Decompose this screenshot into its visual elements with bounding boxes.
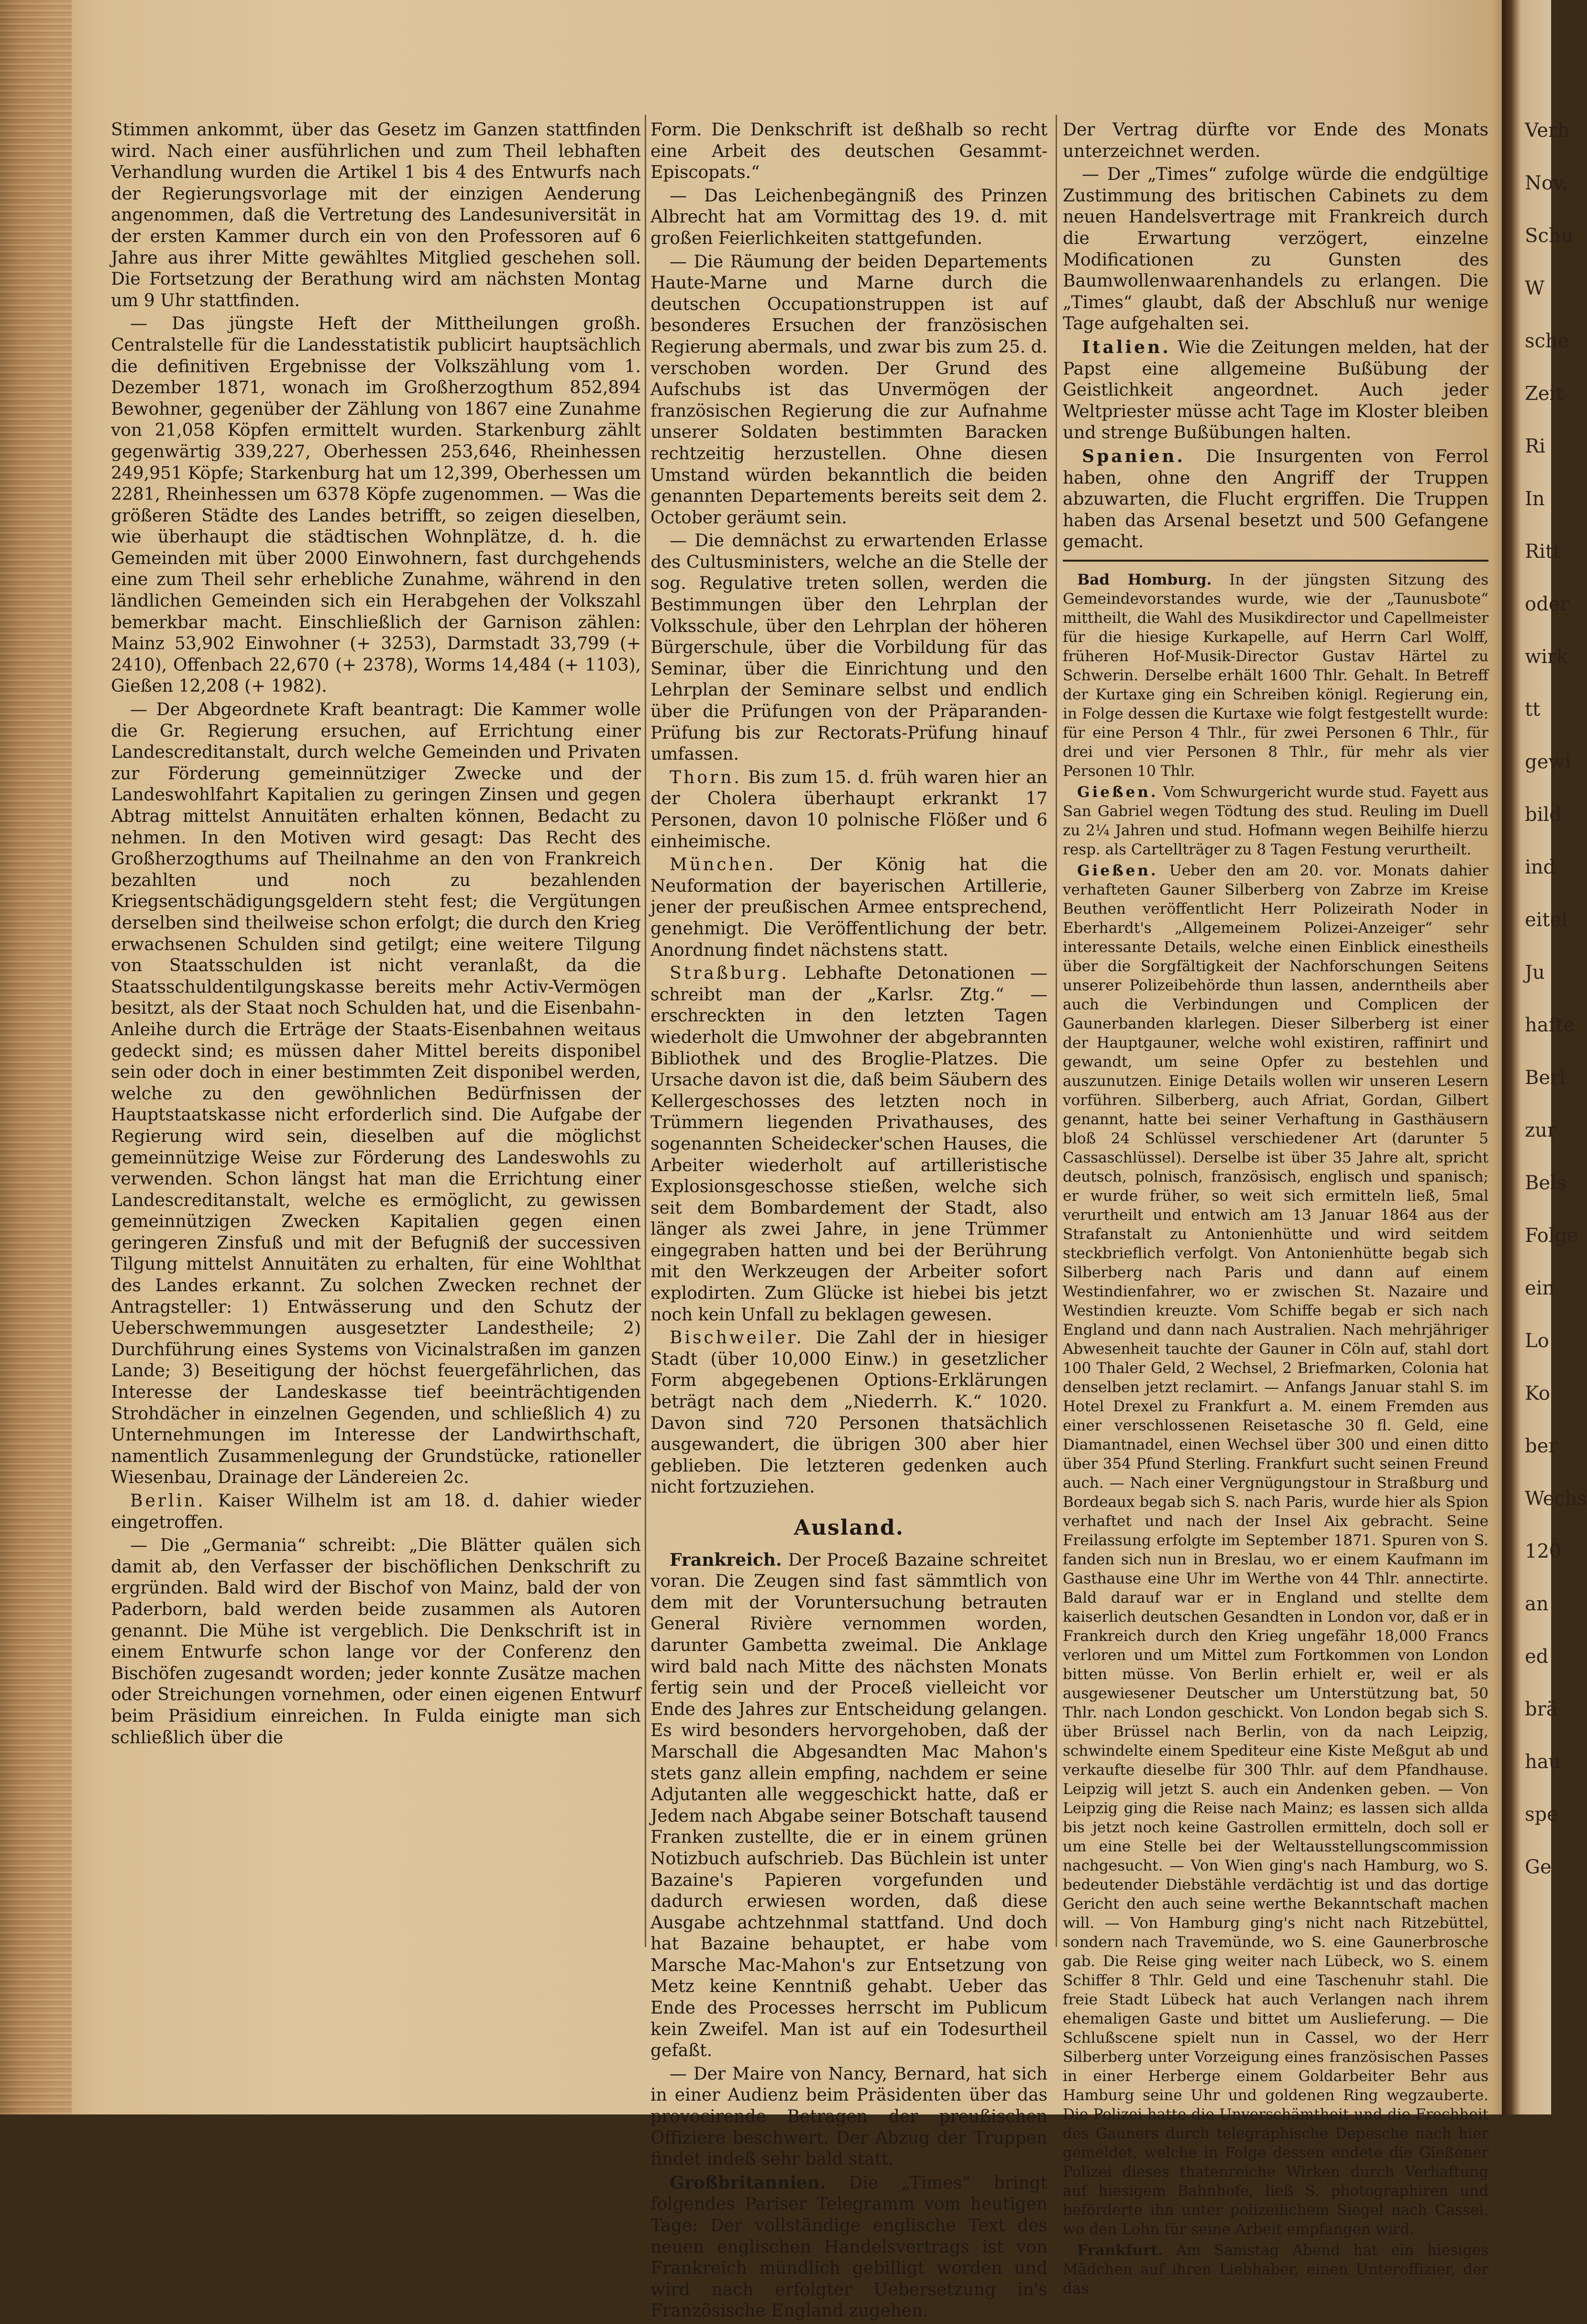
column-3 [1063,120,1488,2300]
facing-page-fragment: bild [1525,804,1562,826]
section-heading: Ausland. [794,1516,904,1540]
facing-page-fragment: hafte [1525,1014,1575,1036]
country-heading: Spanien. [1082,446,1185,466]
facing-page-fragment: Ritt [1525,541,1561,563]
paragraph-text: Der Proceß Bazaine schreitet voran. Die Zeugen sind fast sämmtlich von dem mit der Voruntersuchung betrauten General Rivière vernommen worden, darunter Gambetta zweimal. Die Anklage wird bald nach Mitte des nächsten Monats fertig sein und der Proceß vielleicht vor Ende des Jahres zur Entscheidung gelangen. Es wird besonders hervorgehoben, daß der Marschall die Abgesandten Mac Mahon's stets ganz allein empfing, nachdem er seine Adjutanten alle weggeschickt hatte, daß er Jedem nach Abgabe seiner Botschaft tausend Franken zustellte, die er in einem grünen Notizbuch aufschrieb. Das Büchlein ist unter Bazaine's Papieren vorgefunden und dadurch erwiesen worden, daß diese Ausgabe achtzehnmal stattfand. Und doch hat Bazaine behauptet, er habe vom Marsche Mac-Mahon's zur Entsetzung von Metz keine Kenntniß gehabt. Ueber das Ende des Processes herrscht im Publicum kein Zweifel. Man ist auf ein Todesurtheil gefaßt. [650,1550,1047,2061]
facing-page-fragment: Ri [1525,435,1545,457]
dateline: Bischweiler. [670,1328,804,1348]
dateline: Gießen. [1077,862,1158,879]
paragraph [650,1549,1047,2062]
facing-page-fragment: Verh [1525,120,1570,142]
dateline: Straßburg. [670,963,789,984]
facing-page-fragment: hau [1525,1751,1561,1773]
paragraph [1063,337,1488,444]
column-divider [645,115,646,1947]
paragraph: — Das jüngste Heft der Mittheilungen großh. Centralstelle für die Landesstatistik publicirt hauptsächlich die definitiven Ergebnisse der Volkszählung vom 1. Dezember 1871, wonach im Großherzogthum 852,894 Bewohner, gegenüber der Zählung von 1867 eine Zunahme von 21,058 Köpfen ermittelt wurden. Starkenburg zählt gegenwärtig 339,227, Oberhessen 253,646, Rheinhessen 249,951 Köpfe; Starkenburg hat um 12,399, Oberhessen um 2281, Rheinhessen um 6378 Köpfe zugenommen. — Was die größeren Städte des Landes betrifft, so zeigen dieselben, wie überhaupt die städtischen Wohnplätze, d. h. die Gemeinden mit über 2000 Einwohnern, fast durchgehends eine zum Theil sehr erhebliche Zunahme, während in den ländlichen Gemeinden sich ein Herabgehen der Volkszahl bemerkbar macht. Einschließlich der Garnison zählen: Mainz 53,902 Einwohner (+ 3253), Darmstadt 33,799 (+ 2410), Offenbach 22,670 (+ 2378), Worms 14,484 (+ 1103), Gießen 12,208 (+ 1982). [111,314,641,697]
dateline: Gießen. [1077,783,1158,801]
paragraph-text: Bis zum 15. d. früh waren hier an der Cholera überhaupt erkrankt 17 Personen, davon 10 polnische Flößer und 6 einheimische. [650,767,1047,852]
paragraph: — Die demnächst zu erwartenden Erlasse des Cultusministers, welche an die Stelle der sog. Regulative treten sollen, werden die Bestimmungen über den Lehrplan der Volksschule, über den Lehrplan der höheren Bürgerschule, über die Vorbildung für das Seminar, über die Einrichtung und den Lehrplan der Seminare selbst und endlich über die Prüfungen von der Präparanden-Prüfung bis zur Rectorats-Prüfung hinauf umfassen. [650,531,1047,764]
facing-page-fragment: gewi [1525,751,1571,773]
paragraph [1063,861,1488,2239]
country-heading: Frankreich. [670,1549,782,1570]
facing-page-fragment: Bels [1525,1172,1566,1194]
paragraph [1063,446,1488,553]
paragraph-text: Die Zahl der in hiesiger Stadt (über 10,000 Einw.) in gesetzlicher Form abgegebenen Options-Erklärungen beträgt nach dem „Niederrh. K.“ 1020. Davon sind 720 Personen thatsächlich ausgewandert, die übrigen 300 aber hier geblieben. Die letzteren gedenken auch nicht fortzuziehen. [650,1328,1047,1497]
paragraph [650,1328,1047,1498]
paragraph [650,963,1047,1326]
paragraph-text: Die „Times“ bringt folgendes Pariser Telegramm vom heutigen Tage: Der vollständige englische Text des neuen englischen Handelsvertrags ist von Frankreich mündlich gebilligt worden und wird nach erfolgter Uebersetzung in's Französische England zugehen. [650,2173,1048,2321]
paragraph: — Das Leichenbegängniß des Prinzen Albrecht hat am Vormittag des 19. d. mit großen Feierlichkeiten stattgefunden. [650,186,1047,248]
country-heading: Italien. [1082,337,1171,357]
facing-page-fragment: Ju [1525,962,1545,984]
paragraph-text: Ueber den am 20. vor. Monats dahier verhafteten Gauner Silberberg von Zabrze im Kreise Beuthen veröffentlicht Herr Polizeirath Noder in Eberhardt's „Allgemeinem Polizei-Anzeiger“ sehr interessante Details, welche einen Einblick einestheils über die Sorgfältigkeit der Nachforschungen Seitens unserer Polizeibehörde thun lassen, anderntheils aber auch die Verbindungen und Complicen der Gaunerbanden klarlegen. Dieser Silberberg ist einer der Hauptgauner, welche wohl existiren, raffinirt und gewandt, um seine Opfer zu bestehlen und auszunutzen. Einige Details wollen wir unseren Lesern vorführen. Silberberg, auch Afriat, Gordan, Gilbert genannt, hatte bei seiner Verhaftung in Gasthäusern bloß 24 Schlüssel verschiedener Art (darunter 5 Cassaschlüssel). Derselbe ist über 35 Jahre alt, spricht deutsch, polnisch, französisch, englisch und spanisch; er wurde früher, so weit sich ermitteln ließ, 5mal verurtheilt und entwich am 13 Januar 1864 aus der Strafanstalt zu Antonienhütte und wird seitdem steckbrieflich verfolgt. Von Antonienhütte begab sich Silberberg nach Paris und dann auf einem Westindienfahrer, wo er zwischen St. Nazaire und Westindien kreuzte. Vom Schiffe begab er sich nach England und dann nach Australien. Nach mehrjähriger Abwesenheit tauchte der Gauner in Cöln auf, stahl dort 100 Thaler Geld, 2 Wechsel, 2 Briefmarken, Colonia hat denselben jetzt reclamirt. — Anfangs Januar stahl S. im Hotel Drexel zu Frankfurt a. M. einem Fremden aus einer verschlossenen Reisetasche 30 fl. Geld, eine Diamantnadel, einen Wechsel über 300 und einen ditto über 354 Pfund Sterling. Frankfurt sucht seinen Freund auch. — Nach einer Vergnügungstour in Straßburg und Bordeaux begab sich S. nach Paris, wurde hier als Spion verhaftet und nach der Insel Aix gebracht. Seine Freilassung erfolgte im September 1871. Spuren von S. fanden sich nun in Breslau, wo er einem Kaufmann im Gasthause eine Uhr im Werthe von 44 Thlr. annectirte. Bald darauf war er in England und stellte dem kaiserlich deutschen Gesandten in London vor, daß er in Frankreich durch den Krieg ungefähr 18,000 Francs verloren und um Mittel zum Fortkommen von London bitten müsse. Von Berlin erhielt er, weil er als ausgewiesener Deutscher um Unterstützung bat, 50 Thlr. nach London geschickt. Von London begab sich S. über Brüssel nach Berlin, von da nach Leipzig, schwindelte einem Spediteur eine Kiste Meßgut ab und verkaufte dieselbe für 300 Thlr. auf dem Pfandhause. Leipzig will jetzt S. auch ein Andenken geben. — Von Leipzig ging die Reise nach Mainz; es lassen sich allda bis jetzt noch keine Gastrollen ermitteln, doch soll er um eine Stelle bei der Weltausstellungscommission nachgesucht. — Von Wien ging's nach Hamburg, wo S. bedeutender Diebstähle verdächtig ist und das dortige Gericht den auch seine werthe Bekanntschaft machen will. — Von Hamburg ging's nicht nach Ritzebüttel, sondern nach Travemünde, wo S. eine Gaunerbrosche gab. Die Reise ging weiter nach Lübeck, wo S. einem Schiffer 8 Thlr. Geld und eine Taschenuhr stahl. Die freie Stadt Lübeck hat auch Verlangen nach ihrem ehemaligen Gaste und bittet um Auslieferung. — Die Schlußscene spielt nun in Cassel, wo der Herr Silberberg unter Vorzeigung eines französischen Passes in einer Herberge einem Goldarbeiter Behr aus Hamburg seine Uhr und goldenen Ring wegzauberte. Die Polizei hatte die Unverschämtheit und die Frechheit des Gauners durch telegraphische Depesche nach hier gemeldet, welche in Folge dessen endete die Gießener Polizei dieses thatenreiche Wirken durch Verhaftung auf hiesigem Bahnhofe, ließ S. photographiren und beförderte ihn unter polizeilichem Siegel nach Cassel, wo den Lohn für seine Arbeit empfangen wird. [1063,862,1488,2238]
facing-page-fragment: ed [1525,1646,1549,1668]
paragraph [650,2172,1047,2322]
facing-page-fragment: brä [1525,1698,1558,1720]
paragraph: Form. Die Denkschrift ist deßhalb so recht eine Arbeit des deutschen Gesammt-Episcopats.“ [650,120,1047,183]
paragraph-text: Wie die Zeitungen melden, hat der Papst eine allgemeine Bußübung der Geistlichkeit angeordnet. Auch jeder Weltpriester müsse acht Tage im Kloster bleiben und strenge Bußübungen halten. [1063,337,1488,443]
facing-page-fragment: oder [1525,593,1569,615]
facing-page-fragment: 120 [1525,1540,1562,1562]
column-2 [650,120,1047,2324]
dateline: Frankfurt. [1077,2241,1163,2259]
paragraph [1063,783,1488,859]
paragraph [650,854,1047,961]
facing-page-fragment: spe [1525,1804,1558,1826]
paragraph-text: Der König hat die Neuformation der bayerischen Artillerie, jener der preußischen Armee entsprechend, genehmigt. Die Veröffentlichung der betr. Anordnung findet nächstens statt. [650,855,1047,960]
facing-page-fragment: Folge [1525,1225,1578,1247]
country-heading: Großbritannien. [670,2172,826,2193]
facing-page-fragment: sche [1525,330,1569,352]
paragraph: — Die „Germania“ schreibt: „Die Blätter quälen sich damit ab, den Verfasser der bischöflichen Denkschrift zu ergründen. Bald wird der Bischof von Mainz, bald der von Paderborn, bald werden beide zusammen als Autoren genannt. Die Mühe ist vergeblich. Die Denkschrift ist in einem Entwurfe schon lange vor der Conferenz den Bischöfen zugesandt worden; jeder konnte Zusätze machen oder Streichungen vornehmen, oder einen eigenen Entwurf beim Präsidium einreichen. In Fulda einigte man sich schließlich über die [111,1536,641,1748]
section-rule [1063,560,1488,562]
paragraph: Der Vertrag dürfte vor Ende des Monats unterzeichnet werden. [1063,120,1488,161]
paragraph [1063,570,1488,781]
facing-page-fragment: Zeit [1525,383,1564,405]
facing-page-fragment: tt [1525,698,1541,720]
column-1 [111,120,641,1750]
paragraph-text: Vom Schwurgericht wurde stud. Fayett aus San Gabriel wegen Tödtung des stud. Reuling im Duell zu 2¼ Jahren und stud. Hofmann wegen Beihilfe hierzu resp. als Cartellträger zu 8 Tagen Festung verurtheilt. [1063,783,1488,858]
facing-page-fragment: wirk [1525,646,1568,668]
dateline: Bad Homburg. [1077,571,1212,588]
paragraph [111,1491,641,1533]
paragraph [650,767,1047,852]
paragraph-text: In der jüngsten Sitzung des Gemeindevorstandes wurde, wie der „Taunusbote“ mittheilt, die Wahl des Musikdirector und Capellmeister für die hiesige Kurkapelle, auf Herrn Carl Wolff, früheren Hof-Musik-Director Gustav Härtel zu Schwerin. Derselbe erhält 1600 Thlr. Gehalt. In Betreff der Kurtaxe ging ein Schreiben königl. Regierung ein, in Folge dessen die Kurtaxe wie folgt festgestellt wurde: für eine Person 4 Thlr., für zwei Personen 6 Thlr., für drei und vier Personen 8 Thlr., für mehr als vier Personen 10 Thlr. [1063,571,1488,780]
dateline: Berlin. [130,1491,206,1511]
paragraph-text: Kaiser Wilhelm ist am 18. d. dahier wieder eingetroffen. [111,1491,641,1532]
facing-page-fragment: Ge [1525,1856,1552,1878]
paragraph: — Die Räumung der beiden Departements Haute-Marne und Marne durch die deutschen Occupationstruppen ist auf besonderes Ersuchen der französischen Regierung abermals, und zwar bis zum 25. d. verschoben worden. Der Grund des Aufschubs ist das Unvermögen der französischen Regierung die zur Aufnahme unserer Soldaten bestimmten Baracken rechtzeitig herzustellen. Ohne diesen Umstand würden bekanntlich die beiden genannten Departements bereits seit dem 2. October geräumt sein. [650,252,1047,528]
column-divider [1056,115,1057,1947]
facing-page-fragment: eitel [1525,909,1568,931]
paragraph: — Der Abgeordnete Kraft beantragt: Die Kammer wolle die Gr. Regierung ersuchen, auf Errichtung einer Landescreditanstalt, durch welche Gemeinden und Privaten zur Förderung gemeinnütziger Zwecke und der Landeswohlfahrt Kapitalien zu geringen Zinsen und gegen Abtrag mittelst Annuitäten erhalten können, Bedacht zu nehmen. In den Motiven wird gesagt: Das Recht des Großherzogthums auf Theilnahme an den von Frankreich bezahlten und noch zu bezahlenden Kriegsentschädigungsgeldern steht fest; die Vergütungen derselben sind theilweise schon erfolgt; die durch den Krieg erwachsenen Schulden sind getilgt; eine weitere Tilgung von Staatsschulden ist nicht veranlaßt, da die Staatsschuldentilgungskasse bereits mehr Activ-Vermögen besitzt, als der Staat noch Schulden hat, und die Eisenbahn-Anleihe durch die Erträge der Staats-Eisenbahnen weitaus gedeckt sind; es müssen daher Mittel bereits disponibel sein oder doch in einer bestimmten Zeit disponibel werden, welche zu den gewöhnlichen Bedürfnissen der Hauptstaatskasse nicht erforderlich sind. Die Aufgabe der Regierung wird sein, dieselben auf die möglichst gemeinnützige Weise zur Förderung des Landeswohls zu verwenden. Schon längst hat man die Errichtung einer Landescreditanstalt, welche es ermöglicht, zu gewissen gemeinnützigen Zwecken Kapitalien gegen einen geringeren Zinsfuß und mit der Befugniß der successiven Tilgung mittelst Annuitäten zu erhalten, für eine Wohlthat des Landes erkannt. Zu solchen Zwecken rechnet der Antragsteller: 1) Entwässerung und den Schutz der Ueberschwemmungen ausgesetzter Landestheile; 2) Durchführung eines Systems von Vicinalstraßen im ganzen Lande; 3) Beseitigung der höchst feuergefährlichen, das Interesse der Landeskasse tief beeinträchtigenden Strohdächer in einzelnen Gegenden, und schließlich 4) zu Unternehmungen im Interesse der Landwirthschaft, namentlich Zusammenlegung der Grundstücke, rationeller Wiesenbau, Drainage der Ländereien 2c. [111,700,641,1488]
facing-page-fragment: an [1525,1593,1549,1615]
paragraph-text: Die Insurgenten von Ferrol haben, ohne den Angriff der Truppen abzuwarten, die Flucht ergriffen. Die Truppen haben das Arsenal besetzt und 500 Gefangene gemacht. [1063,446,1488,552]
paragraph: — Der Maire von Nancy, Bernard, hat sich in einer Audienz beim Präsidenten über das provocirende Betragen der preußischen Offiziere beschwert. Der Abzug der Truppen findet indeß sehr bald statt. [650,2064,1047,2169]
paragraph: — Der „Times“ zufolge würde die endgültige Zustimmung des britischen Cabinets zu dem neuen Handelsvertrage mit Frankreich durch die Erwartung verzögert, einzelne Modificationen zu Gunsten des Baumwollenwaarenhandels zu erlangen. Die „Times“ glaubt, daß der Abschluß nur wenige Tage aufgehalten sei. [1063,165,1488,334]
facing-page-fragment: ind [1525,856,1556,878]
paragraph [1063,2241,1488,2298]
facing-page-fragment: Schu [1525,225,1574,247]
facing-page-fragment: Wechs [1525,1488,1587,1510]
facing-page-fragment: zur [1525,1119,1556,1141]
local-news [1063,570,1488,2298]
facing-page-fragment: ber [1525,1435,1558,1457]
facing-page-fragment: W [1525,277,1545,299]
facing-page-fragment: Nov. [1525,172,1568,194]
paragraph-text: Lebhafte Detonationen — schreibt man der „Karlsr. Ztg.“ — erschreckten in den letzten Tagen wiederholt die Umwohner der abgebrannten Bibliothek und des Broglie-Platzes. Die Ursache davon ist die, daß beim Säubern des Kellergeschosses des letzten noch in Trümmern liegenden Privathauses, des sogenannten Scheidecker'schen Hauses, die Arbeiter wiederholt auf artilleristische Explosionsgeschosse stießen, welche sich seit dem Bombardement der Stadt, also länger als zwei Jahre, in jene Trümmer eingegraben hatten und bei der Berührung mit den Werkzeugen der Arbeiter sofort explodirten. Zum Glücke ist hiebei bis jetzt noch kein Unfall zu beklagen gewesen. [650,963,1047,1325]
facing-page-fragment: ein [1525,1277,1555,1299]
book-binding [0,0,72,2114]
dateline: Thorn. [670,767,742,787]
paragraph-text: Am Samstag Abend hat ein hiesiges Mädchen auf ihren Liebhaber, einen Unteroffizier, der das [1063,2241,1488,2297]
facing-page-fragment: Ko [1525,1383,1550,1405]
dateline: München. [670,855,776,875]
facing-page-fragment: In [1525,488,1545,510]
facing-page-fragment: Lo [1525,1330,1549,1352]
paragraph: Stimmen ankommt, über das Gesetz im Ganzen stattfinden wird. Nach einer ausführlichen und zum Theil lebhaften Verhandlung wurden die Artikel 1 bis 4 des Entwurfs nach der Regierungsvorlage mit der einzigen Aenderung angenommen, daß die Vertretung des Landesuniversität in der ersten Kammer durch ein von den Professoren auf 6 Jahre aus ihrer Mitte gewähltes Mitglied geschehen soll. Die Fortsetzung der Berathung wird am nächsten Montag um 9 Uhr stattfinden. [111,120,641,310]
facing-page-fragment: Berl [1525,1067,1565,1089]
